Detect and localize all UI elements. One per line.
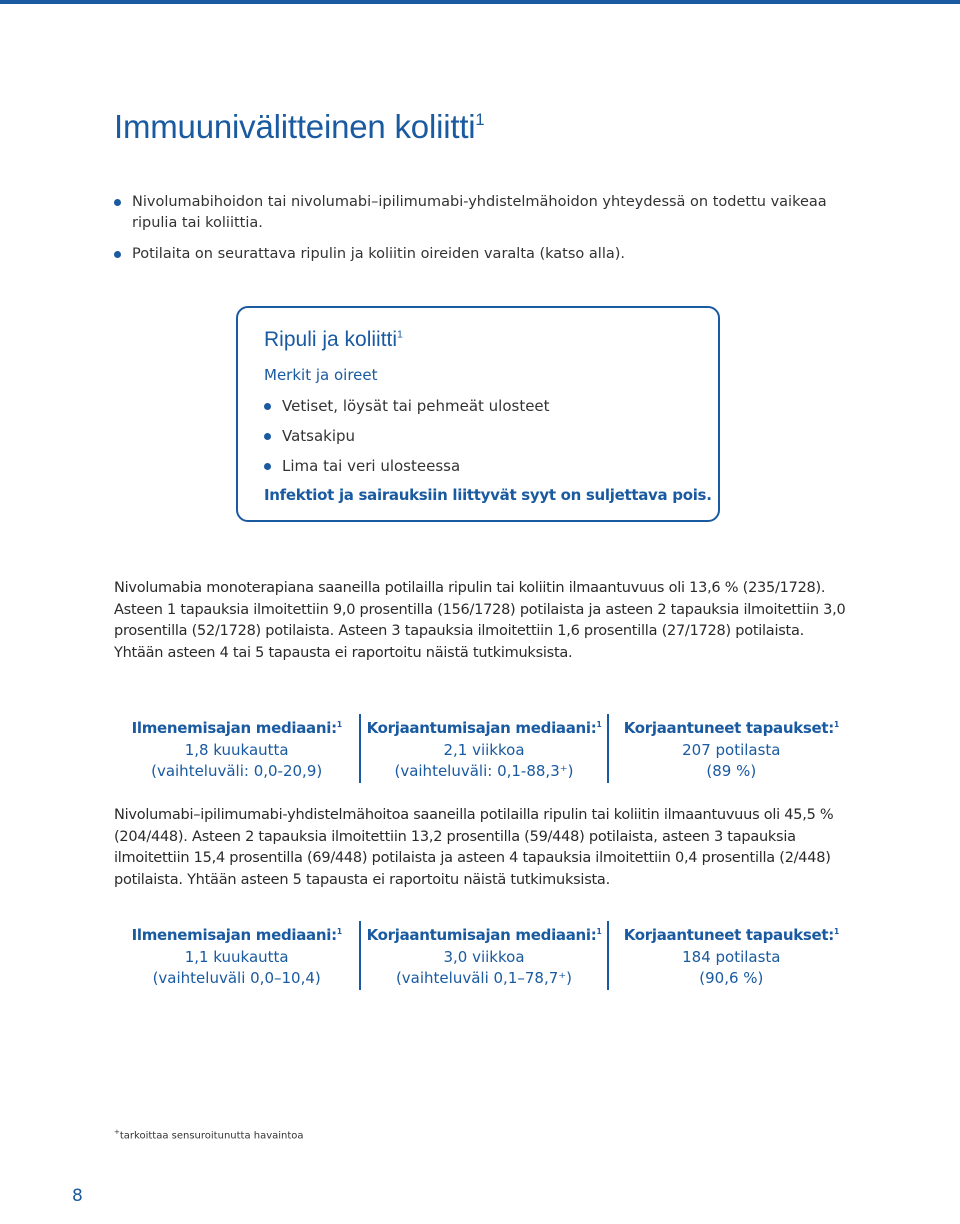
top-accent-bar: [0, 0, 960, 4]
footnote-marker: +: [114, 1128, 120, 1136]
stat-resolution-time: [359, 921, 606, 990]
intro-bullet-item: [114, 244, 854, 265]
stat-range: (90,6 %): [699, 969, 764, 987]
symptom-item: [264, 426, 550, 446]
symptom-item: [264, 456, 550, 476]
footnote-text: tarkoittaa sensuroitunutta havaintoa: [119, 1130, 304, 1142]
stat-title-text: Korjaantumisajan mediaani:: [366, 926, 597, 944]
title-footnote-ref: 1: [475, 110, 485, 129]
bullet-dot-icon: [114, 199, 121, 206]
stat-title: [613, 921, 850, 947]
symptoms-box-title-text: Ripuli ja koliitti: [264, 328, 398, 351]
stat-value: 1,1 kuukautta: [184, 947, 289, 966]
stat-footnote-ref: 1: [834, 720, 839, 729]
bullet-dot-icon: [264, 433, 271, 440]
stat-resolved-cases: [607, 921, 854, 990]
stat-range: (vaihteluväli 0,1–78,7⁺): [395, 969, 573, 987]
stat-range: (vaihteluväli 0,0–10,4): [152, 969, 321, 987]
page-title-text: Immuunivälitteinen koliitti: [114, 108, 476, 145]
stat-range: (89 %): [706, 762, 757, 780]
intro-bullet-text: Potilaita on seurattava ripulin ja koliitin oireiden varalta (katso alla).: [132, 246, 625, 262]
intro-bullet-list: [114, 192, 854, 275]
stat-resolved-cases: [607, 714, 854, 783]
stat-title: [118, 921, 355, 947]
stat-title-text: Ilmenemisajan mediaani:: [131, 926, 337, 944]
page-number: 8: [72, 1186, 83, 1206]
stat-resolution-time: [359, 714, 606, 783]
symptom-text: Vatsakipu: [282, 427, 356, 445]
symptoms-box-note: Infektiot ja sairauksiin liittyvät syyt on suljettava pois.: [264, 486, 712, 504]
symptom-item: [264, 396, 550, 416]
stat-title-text: Korjaantuneet tapaukset:: [623, 926, 834, 944]
stat-onset: [114, 921, 359, 990]
stat-title: [118, 714, 355, 740]
monotherapy-stats-row: [114, 714, 854, 783]
stat-range: (vaihteluväli: 0,0-20,9): [151, 762, 323, 780]
stat-value: 3,0 viikkoa: [443, 947, 525, 966]
stat-title: [365, 921, 602, 947]
symptom-text: Vetiset, löysät tai pehmeät ulosteet: [282, 397, 550, 415]
symptoms-box: [236, 306, 720, 522]
footnote: [114, 1128, 304, 1141]
symptoms-box-subtitle: Merkit ja oireet: [264, 366, 378, 384]
stat-value: 1,8 kuukautta: [184, 740, 289, 759]
symptoms-list: [264, 396, 550, 486]
combination-paragraph: Nivolumabi–ipilimumabi-yhdistelmähoitoa saaneilla potilailla ripulin tai koliitin ilmaantuvuus oli 45,5 % (204/448). Asteen 2 tapauksia ilmoitettiin 13,2 prosentilla (59/448) potilaista, asteen 3 tapauksia ilmoitettiin 15,4 prosentilla (69/448) potilaista ja asteen 4 tapauksia ilmoitettiin 0,4 prosentilla (2/448) potilaista. Yhtään asteen 5 tapausta ei raportoitu näistä tutkimuksista.: [114, 807, 834, 888]
stat-title: [613, 714, 850, 740]
stat-onset: [114, 714, 359, 783]
symptom-text: Lima tai veri ulosteessa: [282, 457, 461, 475]
stat-title-text: Korjaantumisajan mediaani:: [366, 719, 597, 737]
stat-title-text: Ilmenemisajan mediaani:: [131, 719, 337, 737]
symptoms-box-title: [264, 328, 403, 352]
bullet-dot-icon: [264, 403, 271, 410]
stat-footnote-ref: 1: [596, 720, 602, 729]
combination-stats-row: [114, 921, 854, 990]
box-title-footnote-ref: 1: [397, 328, 403, 341]
bullet-dot-icon: [264, 463, 271, 470]
stat-title: [365, 714, 602, 740]
stat-value: 184 potilasta: [682, 947, 781, 966]
stat-footnote-ref: 1: [834, 927, 839, 936]
stat-value: 207 potilasta: [682, 740, 781, 759]
monotherapy-paragraph: Nivolumabia monoterapiana saaneilla potilailla ripulin tai koliitin ilmaantuvuus oli 13,6 % (235/1728). Asteen 1 tapauksia ilmoitettiin 9,0 prosentilla (156/1728) potilaista ja asteen 2 tapauksia ilmoitettiin 3,0 prosentilla (52/1728) potilaista. Asteen 3 tapauksia ilmoitettiin 1,6 prosentilla (27/1728) potilaista. Yhtään asteen 4 tai 5 tapausta ei raportoitu näistä tutkimuksista.: [114, 580, 846, 661]
stat-value: 2,1 viikkoa: [443, 740, 525, 759]
intro-bullet-text: Nivolumabihoidon tai nivolumabi–ipilimumabi-yhdistelmähoidon yhteydessä on todettu vaikeaa ripulia tai koliittia.: [132, 194, 827, 231]
intro-bullet-item: [114, 192, 854, 234]
stat-footnote-ref: 1: [336, 927, 342, 936]
stat-footnote-ref: 1: [336, 720, 342, 729]
stat-footnote-ref: 1: [596, 927, 602, 936]
bullet-dot-icon: [114, 251, 121, 258]
page-title: [114, 108, 484, 146]
stat-title-text: Korjaantuneet tapaukset:: [623, 719, 834, 737]
stat-range: (vaihteluväli: 0,1-88,3⁺): [394, 762, 574, 780]
